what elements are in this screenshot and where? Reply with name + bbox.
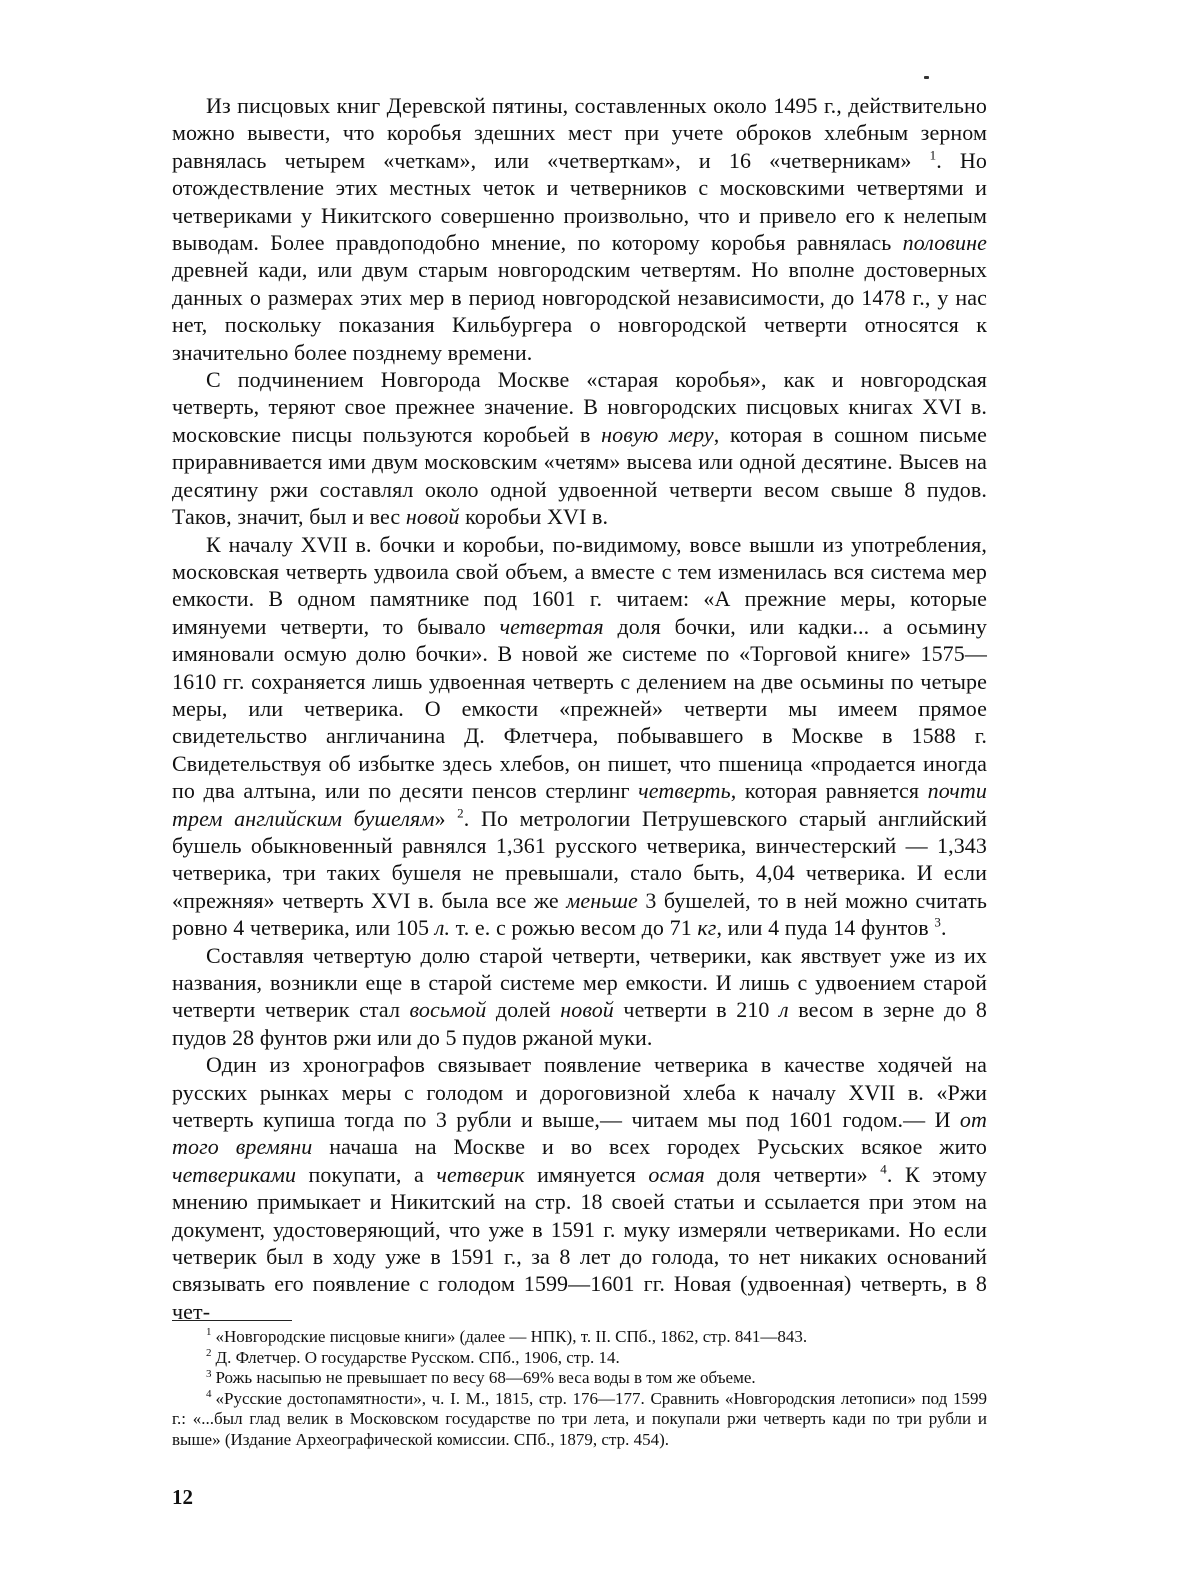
text-run: т. е. с рожью весом до 71	[450, 915, 698, 941]
footnote-text: Рожь насыпью не превышает по весу 68—69% веса воды в том же объеме.	[215, 1368, 756, 1388]
italic-run: новой	[560, 997, 614, 1023]
text-run: , которая в сошном письме приравнивается ими двум московским «четям» высева или одной десятине. Высев на десятину ржи составлял около одной удвоенной четверти весом свыше 8 пудов. Таков, значит, был и вес	[172, 421, 987, 530]
text-run: С подчинением Новгорода Москве «старая коробья», как и новгородская четверть, теряют свое прежнее значение. В новгородских писцовых книгах XVI в. московские писцы пользуются коробьей в	[172, 367, 987, 447]
footnote	[172, 1368, 987, 1389]
text-run: начаша на Москве и во всех городех Русьских всякое жито	[312, 1134, 987, 1160]
italic-run: четверть	[638, 778, 731, 804]
italic-run: от того времяни	[172, 1107, 987, 1160]
footnote-mark: 2	[206, 1346, 212, 1359]
footnote-mark: 1	[206, 1326, 212, 1339]
footnote-ref: 1	[929, 147, 937, 163]
text-run: К началу XVII в. бочки и коробьи, по-видимому, вовсе вышли из употребления, московская четверть удвоила свой объем, а вместе с тем изменилась вся система мер емкости. В одном памятнике под 1601 г. читаем: «А прежние меры, которые имянуеми четверти, то бывало	[172, 531, 987, 639]
text-run: имянуется	[524, 1161, 649, 1187]
italic-run: новой	[405, 504, 460, 530]
italic-run: кг	[697, 915, 717, 941]
footnote-mark: 4	[206, 1388, 212, 1401]
footnotes	[172, 1327, 987, 1451]
text-run: весом в зерне до 8 пудов 28 фунтов ржи или до 5 пудов ржаной муки.	[172, 997, 987, 1050]
italic-run: л.	[434, 915, 451, 941]
italic-run: четверик	[436, 1161, 525, 1187]
text-run: Составляя четвертую долю старой четверти, четверики, как явствует уже из их названия, возникли еще в старой системе мер емкости. И лишь с удвоением старой четверти четверик стал	[172, 942, 987, 1023]
scan-speck	[924, 76, 929, 79]
italic-run: новую меру	[601, 421, 714, 447]
text-run: 3 бушелей, то в ней можно считать ровно 4 четверика, или 105	[172, 887, 987, 941]
footnote-ref: 4	[880, 1161, 887, 1177]
footnote-text: «Русские достопамятности», ч. I. М., 1815, стр. 176—177. Сравнить «Новгородския летописи» под 1599 г.: «...был глад велик в Московском государстве по три лета, и покупали ржи четверть кади по три рубли и выше» (Издание Археографической комиссии. СПб., 1879, стр. 454).	[172, 1388, 987, 1449]
footnote	[172, 1327, 987, 1348]
italic-run: осмая	[648, 1161, 705, 1187]
text-run: . Но отождествление этих местных четок и четверников с московскими четвертями и четвериками у Никитского совершенно произвольно, что и привело его к нелепым выводам. Более правдоподобно мнение, по которому коробья равнялась	[172, 147, 987, 256]
text-run: . По метрологии Петрушевского старый английский бушель обыкновенный равнялся 1,361 русского четверика, винчестерский — 1,343 четверика, три таких бушеля не превышали, стало быть, 4,04 четверика. И если «прежняя» четверть XVI в. была все же	[172, 805, 987, 913]
text-run: , которая равняется	[730, 778, 928, 804]
footnote	[172, 1389, 987, 1451]
text-run: четверти в 210	[613, 997, 780, 1023]
text-run: , или 4 пуда 14 фунтов	[716, 915, 935, 941]
text-run: . К этому мнению примыкает и Никитский на стр. 18 своей статьи и ссылается при этом на документ, удостоверяющий, что уже в 1591 г. муку измеряли четвериками. Но если четверик был в ходу уже в 1591 г., за 8 лет до голода, то нет никаких оснований связывать его появление с голодом 1599—1601 гг. Новая (удвоенная) четверть, в 8 чет-	[172, 1161, 988, 1324]
italic-run: меньше	[566, 887, 638, 913]
italic-run: л	[779, 997, 789, 1023]
text-run: Из писцовых книг Деревской пятины, составленных около 1495 г., действительно можно вывести, что коробья здешних мест при учете оброков хлебным зерном равнялась четырем «четкам», или «четверткам», и 16 «четверникам»	[172, 93, 987, 173]
text-run: доля четверти»	[704, 1161, 881, 1187]
paragraph	[172, 1051, 987, 1325]
italic-run: четвериками	[172, 1161, 297, 1187]
footnote-ref: 2	[457, 805, 464, 821]
text-run: .	[940, 915, 947, 941]
italic-run: половине	[902, 230, 987, 256]
italic-run: четвертая	[499, 613, 604, 639]
text-run: Один из хронографов связывает появление четверика в качестве ходячей на русских рынках меры с голодом и дороговизной хлеба к началу XVII в. «Ржи четверть купиша тогда по 3 рубли и выше,— читаем мы под 1601 годом.— И	[172, 1052, 987, 1133]
paragraph	[172, 92, 987, 366]
text-run: покупати, а	[296, 1161, 437, 1187]
footnote-mark: 3	[206, 1367, 212, 1380]
text-run: коробьи XVI в.	[459, 504, 609, 530]
text-run: долей	[486, 997, 561, 1023]
paragraph	[172, 366, 987, 530]
italic-run: почти трем английским бушелям	[172, 778, 987, 831]
text-run: доля бочки, или кадки... а осьмину имяновали осмую долю бочки». В новой же системе по «Торговой книге» 1575—1610 гг. сохраняется лишь удвоенная четверть с делением на две осьмины по четыре меры, или четверика. О емкости «прежней» четверти мы имеем прямое свидетельство англичанина Д. Флетчера, побывавшего в Москве в 1588 г. Свидетельствуя об избытке здесь хлебов, он пишет, что пшеница «продается иногда по два алтына, или по десяти пенсов стерлинг	[172, 613, 988, 804]
paragraph	[172, 942, 987, 1052]
paragraph	[172, 531, 987, 942]
italic-run: восьмой	[409, 997, 487, 1023]
footnote-text: «Новгородские писцовые книги» (далее — НПК), т. II. СПб., 1862, стр. 841—843.	[215, 1327, 808, 1346]
footnote	[172, 1348, 987, 1369]
footnote-separator	[172, 1320, 292, 1321]
footnote-ref: 3	[934, 914, 941, 930]
main-text	[172, 92, 987, 1325]
text-run: древней кади, или двум старым новгородским четвертям. Но вполне достоверных данных о размерах этих мер в период новгородской независимости, до 1478 г., у нас нет, поскольку показания Кильбургера о новгородской четверти относятся к значительно более позднему времени.	[172, 257, 987, 365]
footnote-text: Д. Флетчер. О государстве Русском. СПб., 1906, стр. 14.	[215, 1347, 620, 1367]
text-run: »	[434, 805, 458, 831]
page-number: 12	[172, 1485, 193, 1509]
